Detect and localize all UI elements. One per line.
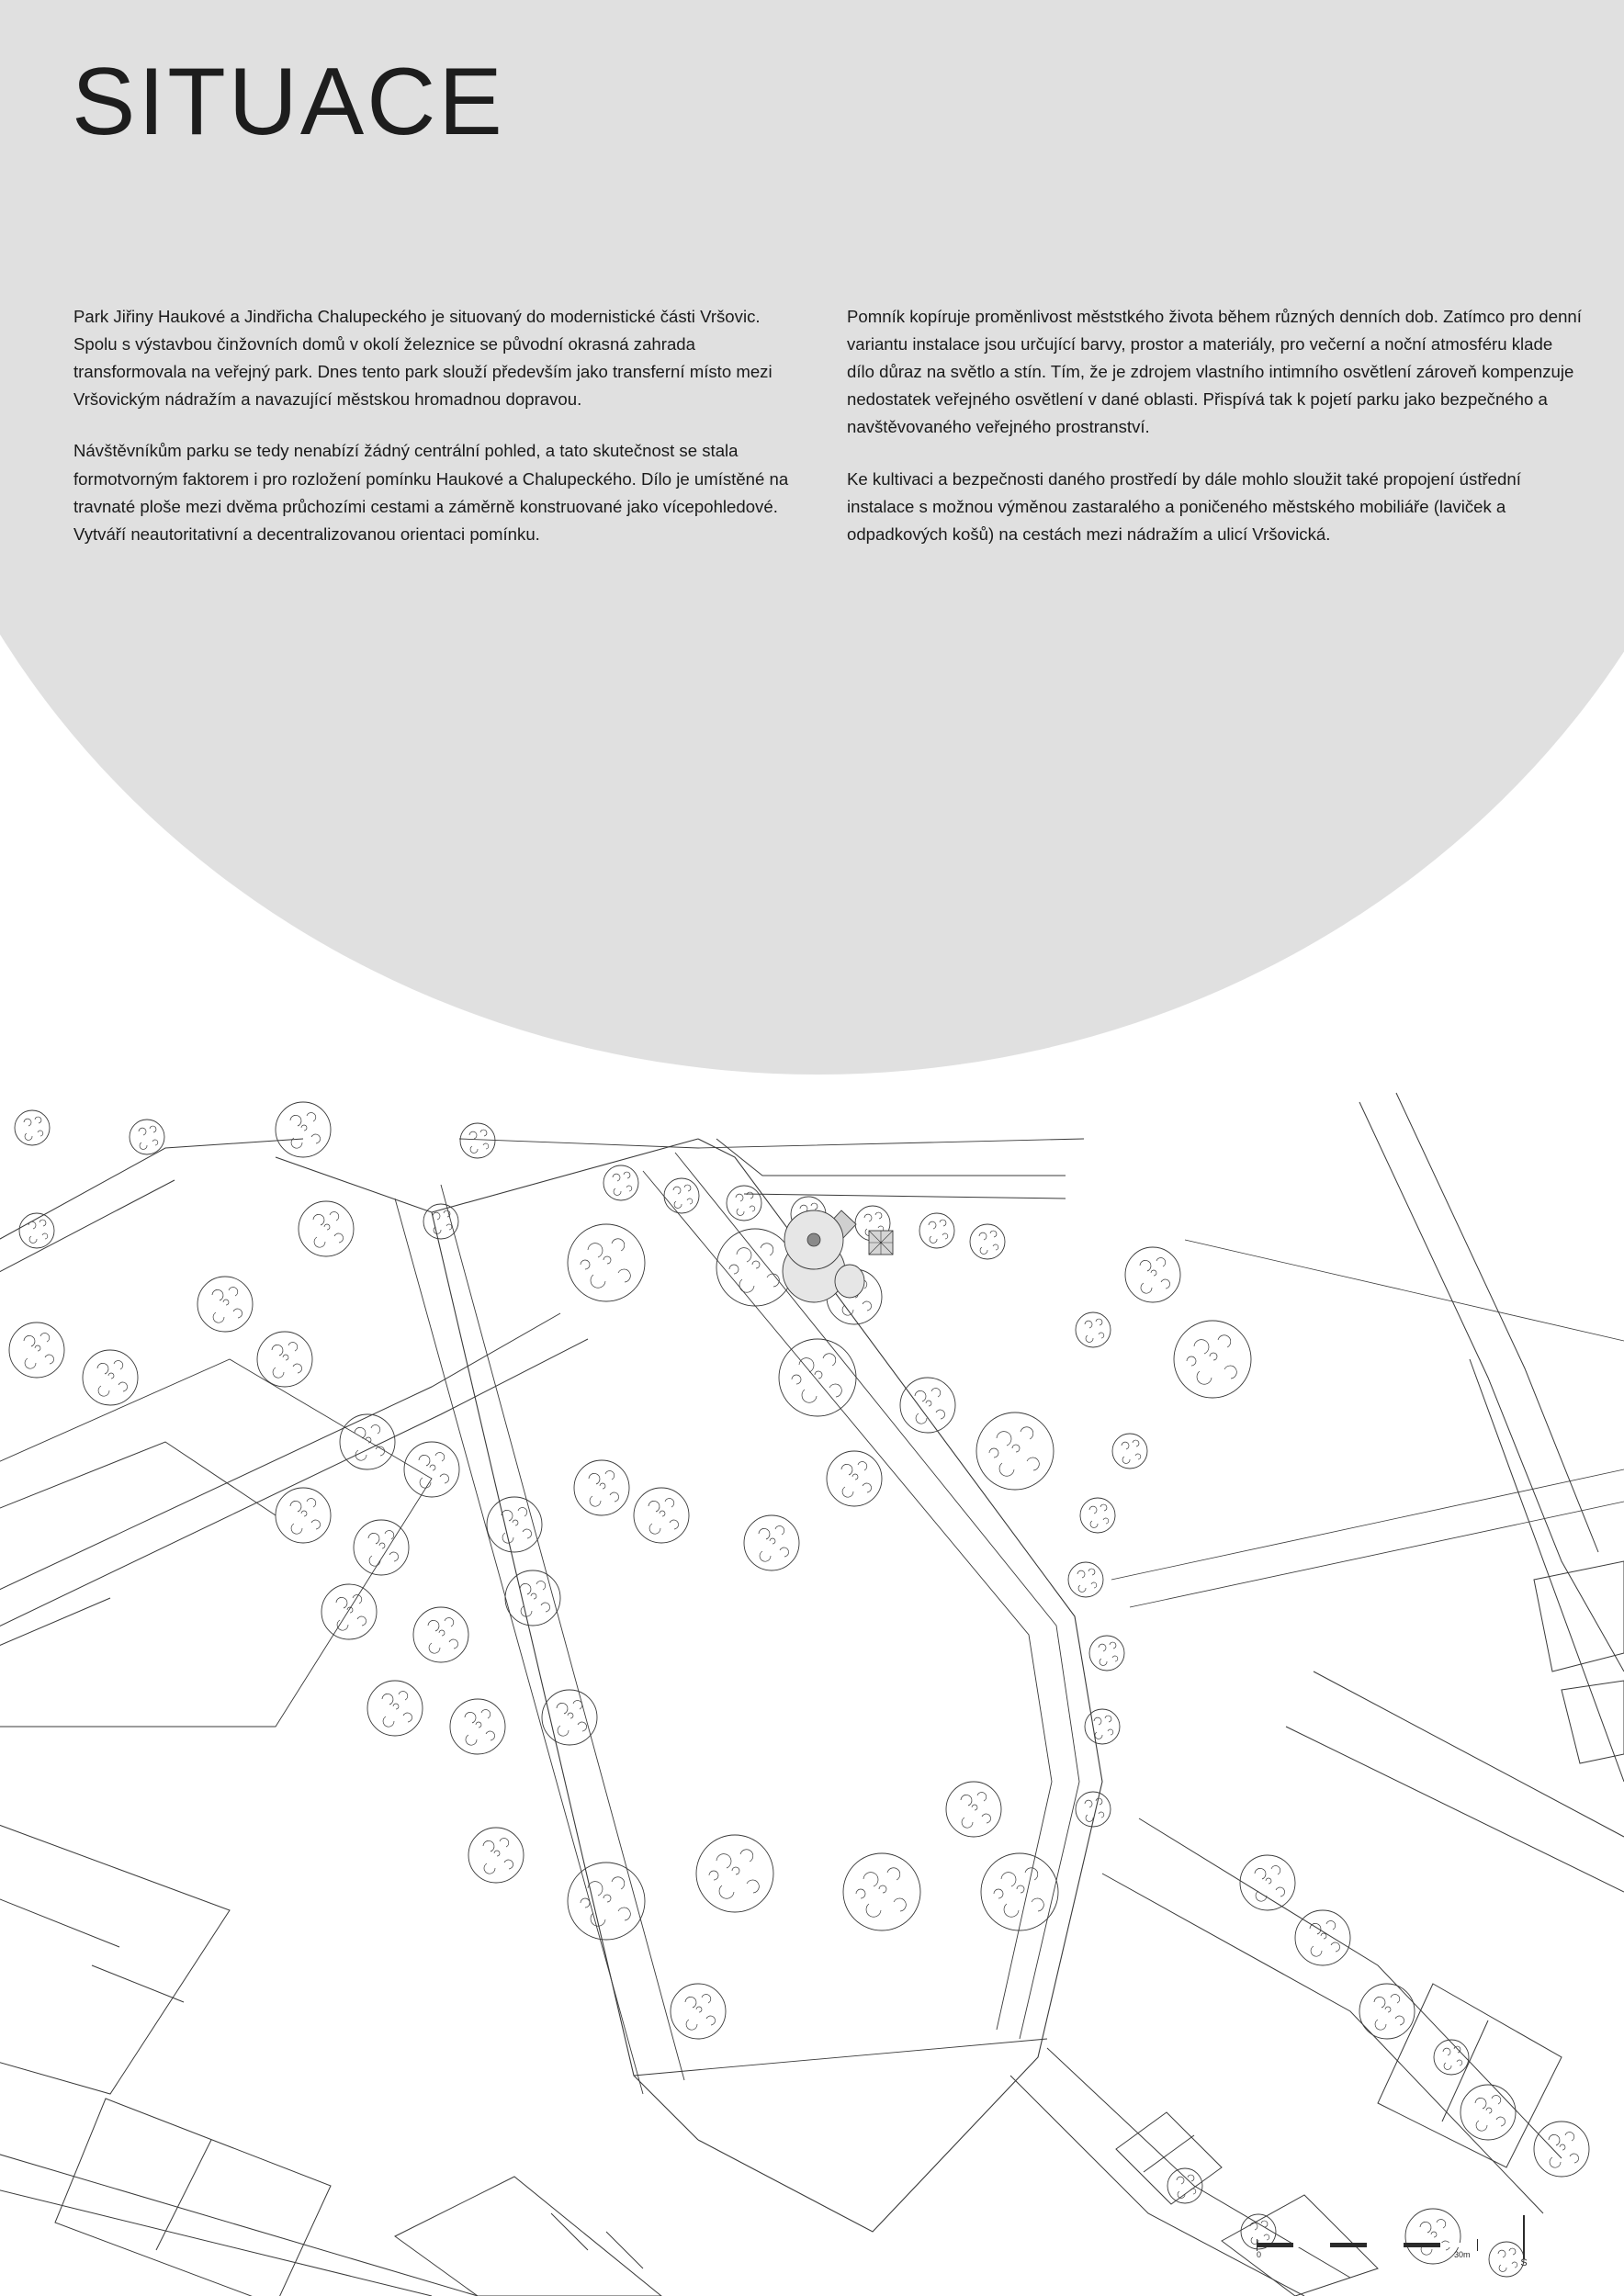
paragraph: Pomník kopíruje proměnlivost měststkého života během různých denních dob. Zatímco pro denní variantu instalace jsou určující barvy, prostor a materiály, pro večerní a noční atmosféru klade dílo důraz na světlo a stín. Tím, že je zdrojem vlastního intimního osvětlení zároveň kompenzuje nedostatek veřejného osvětlení v dané oblasti. Přispívá tak k pojetí parku jako bezpečného a navštěvovaného veřejného prostranství.	[847, 307, 1582, 437]
scale-end-label: 30m	[1454, 2250, 1471, 2259]
site-plan-svg	[0, 1084, 1624, 2296]
scale-start-label: 0	[1257, 2250, 1262, 2259]
header-content	[0, 0, 1624, 918]
scale-bar	[1257, 2230, 1477, 2261]
paragraph: Návštěvníkům parku se tedy nenabízí žádný centrální pohled, a tato skutečnost se stala formotvorným faktorem i pro rozložení pomínku Haukové a Chalupeckého. Dílo je umístěné na travnaté ploše mezi dvěma průchozími cestami a záměrně konstruované jako vícepohledové. Vytváří neautoritativní a decentralizovanou orientaci pomínku.	[73, 441, 789, 544]
north-arrow-stem	[1523, 2215, 1525, 2259]
north-arrow	[1508, 2215, 1539, 2276]
page-title: SITUACE	[72, 49, 505, 155]
paragraph: Ke kultivaci a bezpečnosti daného prostředí by dále mohlo sloužit také propojení ústřední instalace s možnou výměnou zastaralého a poničeného městského mobiliáře (laviček a odpadkových košů) na cestách mezi nádražím a ulicí Vršovická.	[847, 468, 1521, 544]
text-column-left	[73, 303, 799, 548]
site-plan-drawing	[0, 1084, 1624, 2296]
text-column-right	[847, 303, 1582, 548]
paragraph: Park Jiřiny Haukové a Jindřicha Chalupeckého je situovaný do modernistické části Vršovic. Spolu s výstavbou činžovních domů v okolí železnice se původní okrasná zahrada transformovala na veřejný park. Dnes tento park slouží především jako transferní místo mezi Vršovickým nádražím a navazující městskou hromadnou dopravou.	[73, 307, 773, 410]
scale-bar-track	[1257, 2243, 1477, 2247]
north-arrow-label: S	[1520, 2257, 1528, 2268]
